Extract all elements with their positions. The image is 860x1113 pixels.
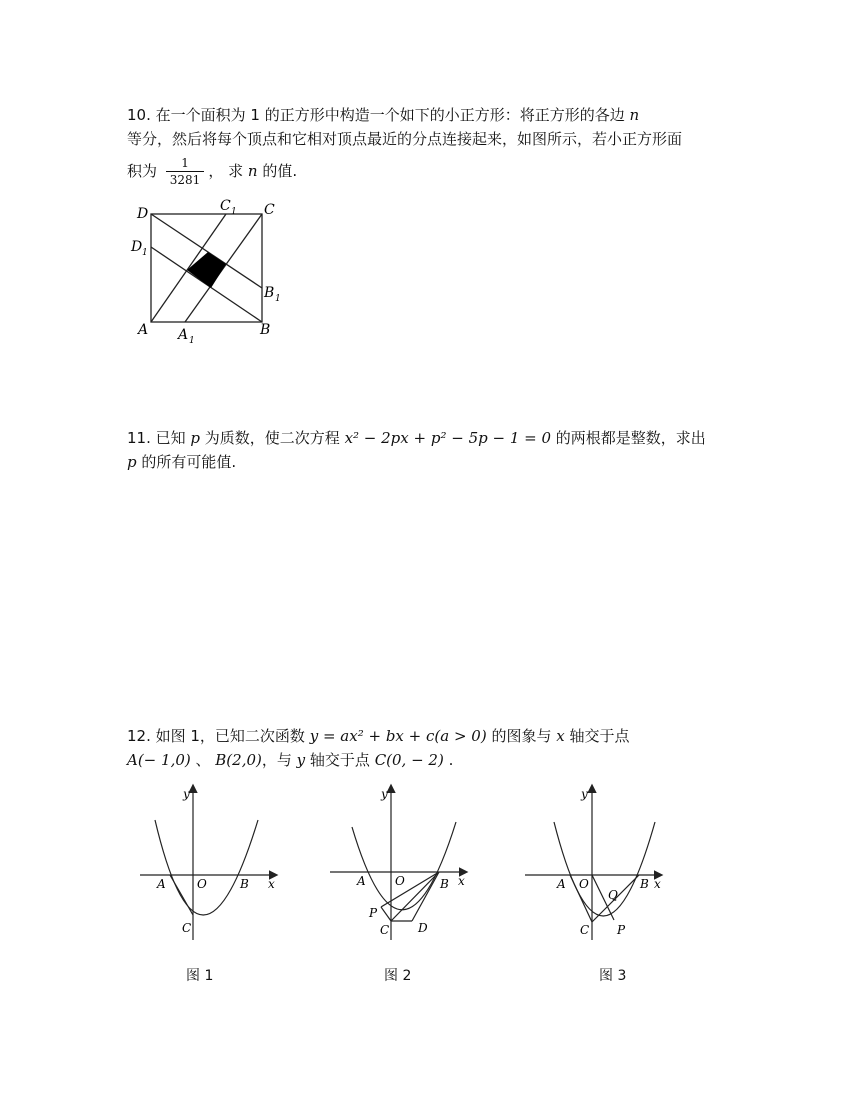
label-x: x xyxy=(458,874,465,888)
point-a: A(− 1,0) xyxy=(127,751,191,769)
caption-figure-1: 图 1 xyxy=(186,968,214,984)
variable-n: n xyxy=(629,106,640,124)
problem-10-line-3 xyxy=(127,155,682,188)
label-a1-sub: 1 xyxy=(189,336,195,345)
segment-pc xyxy=(381,907,391,921)
square-figure xyxy=(125,195,295,345)
label-p: P xyxy=(617,923,626,937)
label-x: x xyxy=(268,877,275,891)
separator: 、 xyxy=(190,751,216,769)
variable-p: p xyxy=(127,453,137,471)
fraction-denominator: 3281 xyxy=(169,173,201,187)
problem-12-line-1 xyxy=(127,724,629,748)
figure-3-graph xyxy=(520,782,670,942)
label-a1: A xyxy=(178,327,189,343)
parabola xyxy=(352,822,456,910)
label-o: O xyxy=(197,877,207,891)
problem-10-text-3c: 的值. xyxy=(257,162,298,180)
caption-figure-3: 图 3 xyxy=(599,968,627,984)
label-b: B xyxy=(260,322,271,338)
label-a: A xyxy=(157,877,166,891)
label-y: y xyxy=(581,787,588,801)
variable-n: n xyxy=(247,162,258,180)
segment-ac xyxy=(170,875,193,915)
label-c: C xyxy=(580,923,590,937)
variable-y: y xyxy=(296,751,306,769)
label-d1: D xyxy=(131,239,143,255)
problem-11-text-1b: 为质数，使二次方程 xyxy=(200,429,345,447)
label-b: B xyxy=(640,877,649,891)
problem-11-line-2 xyxy=(127,450,706,474)
quadratic-function: y = ax² + bx + c(a > 0) xyxy=(309,727,487,745)
problem-12-text-1a: 12. 如图 1，已知二次函数 xyxy=(127,727,310,745)
label-b: B xyxy=(240,877,249,891)
problem-10 xyxy=(127,103,682,188)
problem-12-text-2a: ，与 xyxy=(261,751,297,769)
quadratic-equation: x² − 2px + p² − 5p − 1 = 0 xyxy=(344,429,552,447)
label-c1-sub: 1 xyxy=(231,207,237,217)
problem-11-text-2: 的所有可能值. xyxy=(136,453,237,471)
problem-12 xyxy=(127,724,629,772)
label-p: P xyxy=(369,906,378,920)
fraction-1-over-3281 xyxy=(166,155,205,188)
segment-db xyxy=(412,872,439,921)
point-b: B(2,0) xyxy=(215,751,262,769)
inner-small-square xyxy=(187,252,226,288)
problem-12-text-1c: 轴交于点 xyxy=(564,727,630,745)
figure-2-graph xyxy=(325,782,475,942)
label-o: O xyxy=(579,877,589,891)
problem-10-line-2 xyxy=(127,127,682,151)
variable-p: p xyxy=(190,429,201,447)
problem-10-text-3a: 积为 xyxy=(127,162,162,180)
problem-12-text-2b: 轴交于点 xyxy=(305,751,375,769)
figure-1-graph xyxy=(135,782,285,942)
label-b1-sub: 1 xyxy=(275,294,281,304)
fraction-numerator: 1 xyxy=(166,155,205,172)
problem-11 xyxy=(127,426,706,474)
label-a: A xyxy=(557,877,566,891)
label-b1: B xyxy=(264,285,275,301)
point-c: C(0, − 2) xyxy=(374,751,444,769)
label-c: C xyxy=(264,202,275,218)
problem-12-text-2c: . xyxy=(443,751,454,769)
problem-11-line-1 xyxy=(127,426,706,450)
problem-10-text-2: 等分，然后将每个顶点和它相对顶点最近的分点连接起来，如图所示，若小正方形面 xyxy=(127,130,683,148)
label-a: A xyxy=(357,874,366,888)
label-y: y xyxy=(183,787,190,801)
label-d: D xyxy=(137,206,149,222)
label-d: D xyxy=(418,921,428,935)
parabola xyxy=(155,820,258,915)
problem-12-line-2 xyxy=(127,748,629,772)
label-a: A xyxy=(138,322,149,338)
label-d1-sub: 1 xyxy=(142,248,148,258)
problem-11-text-1a: 11. 已知 xyxy=(127,429,191,447)
label-o: O xyxy=(395,874,405,888)
label-c: C xyxy=(182,921,192,935)
label-x: x xyxy=(654,877,661,891)
problem-10-text-3b: ， 求 xyxy=(208,162,248,180)
variable-x: x xyxy=(556,727,565,745)
label-c1: C xyxy=(220,198,231,214)
label-b: B xyxy=(440,877,449,891)
caption-figure-2: 图 2 xyxy=(384,968,412,984)
problem-11-text-1c: 的两根都是整数，求出 xyxy=(551,429,706,447)
label-q: Q xyxy=(608,888,618,902)
label-y: y xyxy=(381,787,388,801)
problem-10-text-1: 10. 在一个面积为 1 的正方形中构造一个如下的小正方形：将正方形的各边 xyxy=(127,106,630,124)
problem-10-line-1 xyxy=(127,103,682,127)
problem-12-text-1b: 的图象与 xyxy=(486,727,557,745)
label-c: C xyxy=(380,923,390,937)
